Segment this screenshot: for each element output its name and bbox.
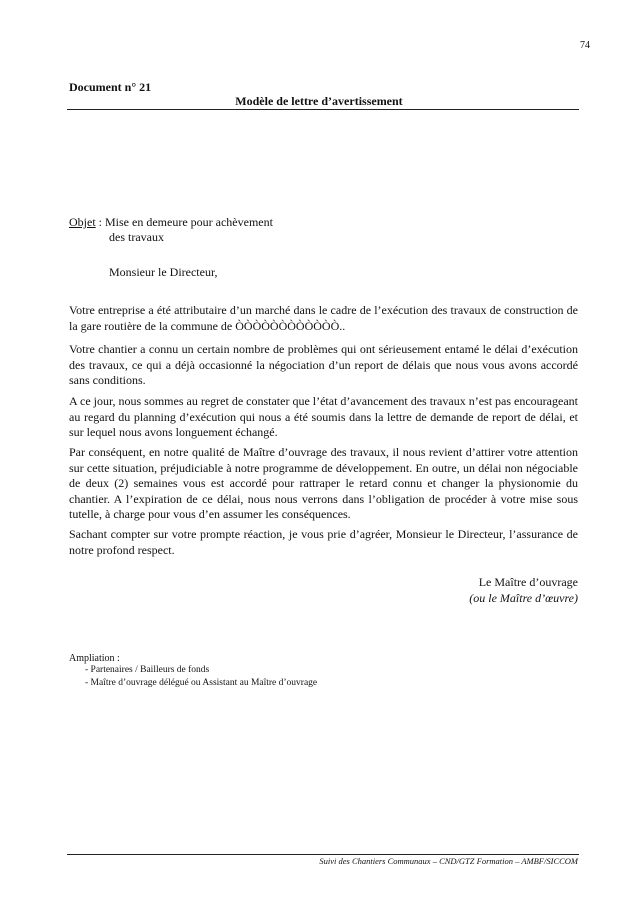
paragraph: Votre entreprise a été attributaire d’un marché dans le cadre de l’exécution des travaux de construction de la gare routière de la commune de ÒÒÒÒÒÒÒÒÒÒÒÒ.. xyxy=(69,303,578,333)
footer-text: Suivi des Chantiers Communaux – CND/GTZ Formation – AMBF/SICCOM xyxy=(319,856,578,866)
ampliation-item: - Maître d’ouvrage délégué ou Assistant au Maître d’ouvrage xyxy=(85,678,318,688)
document-title: Modèle de lettre d’avertissement xyxy=(235,94,403,108)
subject-line xyxy=(69,215,273,230)
subject-label: Objet xyxy=(69,215,96,229)
subject-text: : Mise en demeure pour achèvement xyxy=(95,215,273,229)
header-divider xyxy=(67,109,579,110)
footer-divider xyxy=(67,854,579,855)
document-number: Document n° 21 xyxy=(69,80,152,94)
ampliation-item: - Partenaires / Bailleurs de fonds xyxy=(85,665,210,675)
signature-title: Le Maître d’ouvrage xyxy=(478,575,578,589)
ampliation-title: Ampliation : xyxy=(69,653,120,664)
paragraph: A ce jour, nous sommes au regret de constater que l’état d’avancement des travaux n’est pas encourageant au regard du planning d’exécution qui nous a été soumis dans la lettre de demande de report de délai, et sur lequel nous avons longuement échangé. xyxy=(69,394,578,440)
paragraph: Par conséquent, en notre qualité de Maître d’ouvrage des travaux, il nous revient d’attirer votre attention sur cette situation, préjudiciable à notre programme de développement. En outre, un délai non négociable de deux (2) semaines vous est accordé pour rattraper le retard connu et changer la physionomie du chantier. A l’expiration de ce délai, nous nous verrons dans l’obligation de procéder à votre mise sous tutelle, à charge pour vous d’en assumer les conséquences. xyxy=(69,445,578,522)
closing-paragraph: Sachant compter sur votre prompte réaction, je vous prie d’agréer, Monsieur le Directeur, l’assurance de notre profond respect. xyxy=(69,527,578,557)
signature-alt-title: (ou le Maître d’œuvre) xyxy=(469,591,578,605)
paragraph: Votre chantier a connu un certain nombre de problèmes qui ont sérieusement entamé le délai d’exécution des travaux, ce qui a déjà occasionné la négociation d’un report de délais que nous vous avons accordé sans conditions. xyxy=(69,342,578,388)
salutation: Monsieur le Directeur, xyxy=(109,265,218,279)
page-number: 74 xyxy=(580,40,590,51)
subject-text-continued: des travaux xyxy=(109,230,164,244)
